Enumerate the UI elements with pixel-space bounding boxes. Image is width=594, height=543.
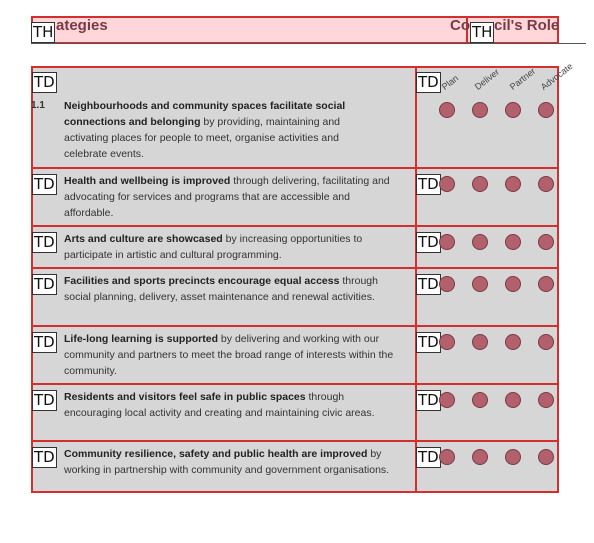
role-dot-advocate: [538, 392, 554, 408]
role-label-plan: Plan: [439, 73, 461, 92]
strategy-title: Residents and visitors feel safe in public spaces: [64, 391, 306, 403]
role-dot-advocate: [538, 102, 554, 118]
role-dot-deliver: [472, 176, 488, 192]
strategy-description: [64, 231, 394, 263]
role-dot-deliver: [472, 392, 488, 408]
council-role-header-pre: Co: [450, 17, 470, 34]
strategy-detail: by delivering and working with our community and partners to meet the broad range of interests within the community.: [64, 333, 394, 377]
role-dot-partner: [505, 102, 521, 118]
td-tag: TD: [34, 275, 55, 293]
role-label-partner: Partner: [507, 65, 538, 92]
td-tag: TD: [418, 333, 439, 351]
role-dot-partner: [505, 276, 521, 292]
role-dot-plan: [439, 276, 455, 292]
strategy-title: Facilities and sports precincts encourage equal access: [64, 275, 340, 287]
strategy-description: [64, 273, 394, 305]
role-dot-advocate: [538, 334, 554, 350]
td-tag: TD: [34, 333, 55, 351]
strategy-title: Health and wellbeing is improved: [64, 175, 231, 187]
role-dot-deliver: [472, 102, 488, 118]
role-dot-plan: [439, 449, 455, 465]
role-label-advocate: Advocate: [538, 61, 575, 92]
role-dot-advocate: [538, 176, 554, 192]
header-underline: [31, 43, 586, 44]
role-dot-partner: [505, 176, 521, 192]
strategy-description: [64, 173, 394, 221]
strategy-description: [64, 98, 369, 162]
role-dot-advocate: [538, 449, 554, 465]
strategy-number: 1.1: [31, 100, 45, 111]
th-tag-left: TH: [33, 23, 54, 41]
strategy-detail: by working in partnership with community and government organisations.: [64, 448, 390, 476]
td-tag: TD: [34, 448, 55, 466]
role-dot-deliver: [472, 276, 488, 292]
role-dot-partner: [505, 392, 521, 408]
th-tag-right: TH: [472, 23, 493, 41]
role-dot-plan: [439, 334, 455, 350]
td-tag: TD: [34, 391, 55, 409]
td-tag: TD: [34, 175, 55, 193]
role-dot-plan: [439, 392, 455, 408]
td-tag: TD: [418, 448, 439, 466]
td-tag: TD: [418, 175, 439, 193]
role-dot-plan: [439, 176, 455, 192]
strategy-description: [64, 446, 394, 478]
role-dot-partner: [505, 449, 521, 465]
role-dot-deliver: [472, 234, 488, 250]
role-dot-partner: [505, 234, 521, 250]
strategy-description: [64, 331, 394, 379]
role-dot-plan: [439, 102, 455, 118]
strategies-header: ategies: [56, 17, 108, 34]
strategy-detail: through delivering, facilitating and advocating for services and programs that are accessible and affordable.: [64, 175, 390, 219]
td-tag: TD: [418, 73, 439, 91]
strategy-detail: through encouraging local activity and creating and maintaining civic areas.: [64, 391, 375, 419]
strategy-title: Life-long learning is supported: [64, 333, 219, 345]
strategy-detail: through social planning, delivery, asset maintenance and renewal activities.: [64, 275, 378, 303]
strategy-detail: by providing, maintaining and activating places for people to meet, organise activities and celebrate events.: [64, 116, 341, 160]
role-dot-partner: [505, 334, 521, 350]
td-tag: TD: [418, 275, 439, 293]
role-dot-plan: [439, 234, 455, 250]
strategy-title: Arts and culture are showcased: [64, 233, 223, 245]
strategy-detail: by increasing opportunities to participate in artistic and cultural programming.: [64, 233, 363, 261]
role-dot-advocate: [538, 276, 554, 292]
strategy-description: [64, 389, 394, 421]
role-dot-deliver: [472, 449, 488, 465]
td-tag: TD: [418, 391, 439, 409]
td-tag: TD: [34, 73, 55, 91]
td-tag: TD: [418, 233, 439, 251]
td-tag: TD: [34, 233, 55, 251]
role-dot-advocate: [538, 234, 554, 250]
role-label-deliver: Deliver: [472, 66, 502, 92]
strategy-title: Neighbourhoods and community spaces facilitate social connections and belonging: [64, 100, 346, 128]
council-role-header: cil's Role: [494, 17, 560, 34]
role-dot-deliver: [472, 334, 488, 350]
strategy-title: Community resilience, safety and public health are improved: [64, 448, 368, 460]
